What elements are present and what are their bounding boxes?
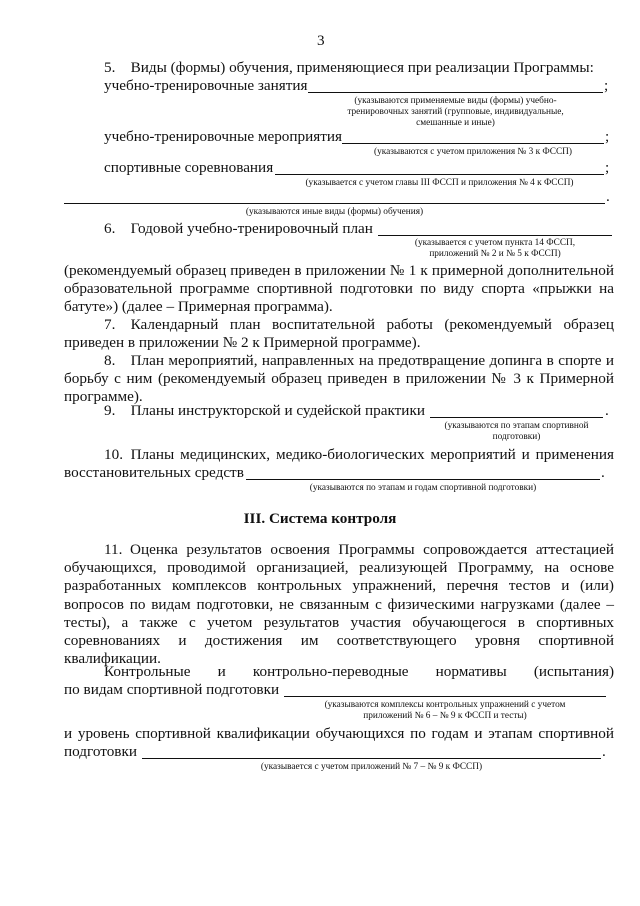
norms-hint-2: приложений № 6 – № 9 к ФССП и тесты) xyxy=(363,711,527,721)
norms-word-3: контрольно-переводные xyxy=(252,663,409,680)
item5-other-line xyxy=(64,203,605,204)
item9-hint-1: (указываются по этапам спортивной xyxy=(444,421,589,431)
norms-word-1: Контрольные xyxy=(104,663,191,680)
item6-hint-1: (указывается с учетом пункта 14 ФССП, xyxy=(414,238,576,248)
item5-semicolon-1: ; xyxy=(604,77,609,94)
item10-line xyxy=(246,479,600,480)
item9-hint-2: подготовки) xyxy=(492,432,541,442)
item5-hint-sessions-3: смешанные и иные) xyxy=(416,118,495,128)
item10-hint: (указываются по этапам и годам спортивной подготовки) xyxy=(309,483,537,493)
item5-training-sessions-label: учебно-тренировочные занятия xyxy=(104,77,308,94)
norms-word-4: нормативы xyxy=(435,663,507,680)
item5-hint-sessions-2: тренировочных занятий (групповые, индивидуальные, xyxy=(347,107,564,117)
item5-period: . xyxy=(606,188,610,205)
item5-training-events-line xyxy=(342,143,604,144)
item9-line xyxy=(430,417,603,418)
item5-training-events-label: учебно-тренировочные мероприятия xyxy=(104,128,342,145)
qualification-line1: и уровень спортивной квалификации обучающихся по годам и этапам спортивной xyxy=(64,725,614,742)
item9-period: . xyxy=(605,402,609,419)
qualification-period: . xyxy=(602,743,606,760)
qualification-line2: подготовки xyxy=(64,743,137,760)
page-number: 3 xyxy=(317,32,325,49)
item11-text: 11. Оценка результатов освоения Программы сопровождается аттестацией обучающихся, проводимой организацией, реализующей Программу, на основе разработанных комплексов контрольных упражнений, перечня тестов и (или) вопросов по видам подготовки, не связанным с физическими нагрузками (далее – тесты), а также с учетом результатов участия обучающегося в спортивных соревнованиях и достижения им соответствующего уровня спортивной квалификации. xyxy=(64,541,614,668)
qualification-line xyxy=(142,758,601,759)
norms-hint-1: (указываются комплексы контрольных упражнений с учетом xyxy=(324,700,566,710)
norms-word-5: (испытания) xyxy=(533,663,614,680)
item10-line1: 10. Планы медицинских, медико-биологических мероприятий и применения xyxy=(104,446,614,463)
item8-text: 8. План мероприятий, направленных на предотвращение допинга в спорте и борьбу с ним (рекомендуемый образец приведен в приложении № 3 к Примерной программе). xyxy=(64,352,614,406)
item6-hint-2: приложений № 2 и № 5 к ФССП) xyxy=(429,249,561,259)
item9-title: 9. Планы инструкторской и судейской практики xyxy=(104,402,425,419)
item5-competitions-line xyxy=(275,174,604,175)
item5-hint-competitions: (указывается с учетом главы III ФССП и приложения № 4 к ФССП) xyxy=(305,178,574,188)
item5-hint-sessions-1: (указываются применяемые виды (формы) учебно- xyxy=(354,96,557,106)
item10-period: . xyxy=(601,464,605,481)
qualification-hint: (указывается с учетом приложений № 7 – № 9 к ФССП) xyxy=(260,762,483,772)
item6-title: 6. Годовой учебно-тренировочный план xyxy=(104,220,373,237)
item6-line xyxy=(378,235,612,236)
norms-line1 xyxy=(104,663,614,681)
item5-competitions-label: спортивные соревнования xyxy=(104,159,274,176)
item5-hint-other: (указываются иные виды (формы) обучения) xyxy=(245,207,424,217)
item5-hint-events: (указываются с учетом приложения № 3 к ФССП) xyxy=(373,147,572,157)
item6-text: (рекомендуемый образец приведен в приложении № 1 к примерной дополнительной образовательной программе спортивной подготовки по виду спорта «прыжки на батуте») (далее – Примерная программа). xyxy=(64,262,614,316)
item7-text: 7. Календарный план воспитательной работы (рекомендуемый образец приведен в приложении № 2 к Примерной программе). xyxy=(64,316,614,352)
norms-word-2: и xyxy=(217,663,226,680)
item5-semicolon-3: ; xyxy=(605,159,610,176)
section-heading: III. Система контроля xyxy=(243,510,397,527)
item10-line2: восстановительных средств xyxy=(64,464,244,481)
item5-title: 5. Виды (формы) обучения, применяющиеся при реализации Программы: xyxy=(104,59,594,76)
item5-training-sessions-line xyxy=(308,92,603,93)
norms-line2: по видам спортивной подготовки xyxy=(64,681,280,698)
norms-line xyxy=(284,696,606,697)
item5-semicolon-2: ; xyxy=(605,128,610,145)
